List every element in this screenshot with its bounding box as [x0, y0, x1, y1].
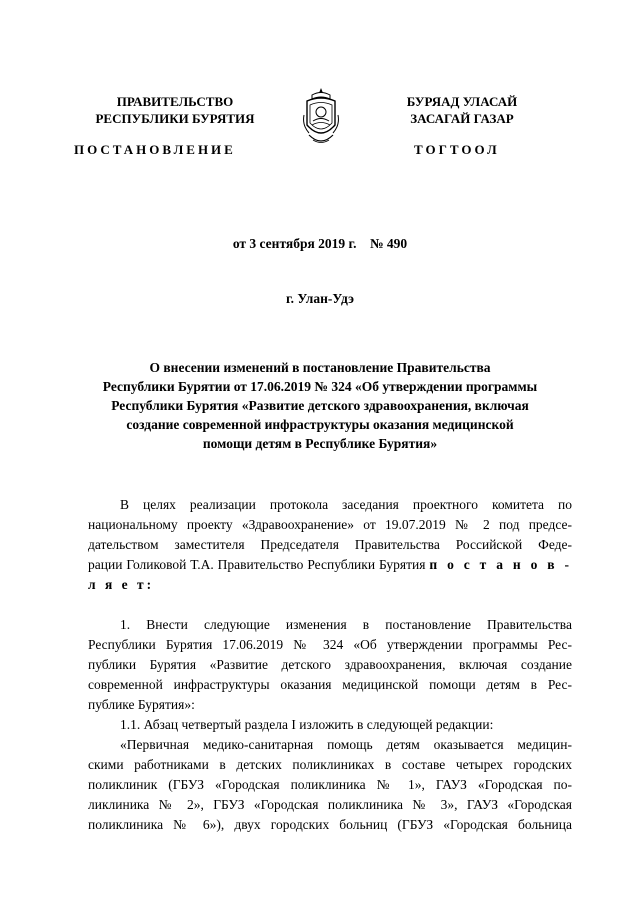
header-left-line2: РЕСПУБЛИКИ БУРЯТИЯ [95, 111, 255, 126]
item-line: Республики Бурятия 17.06.2019 № 324 «Об утверждении программы Рес- [88, 637, 572, 652]
decree-word-part2: л я е т: [88, 577, 155, 592]
quote-line: поликлиника № 6»), двух городских больниц (ГБУЗ «Городская больница [88, 817, 572, 832]
title-line: Республики Бурятия «Развитие детского здравоохранения, включая [111, 398, 529, 413]
header-right-line1: БУРЯАД УЛАСАЙ [406, 94, 518, 109]
preamble-line: В целях реализации протокола заседания проектного комитета по [120, 497, 572, 512]
title-line: О внесении изменений в постановление Правительства [149, 360, 491, 375]
header-right-line2: ЗАСАГАЙ ГАЗАР [410, 111, 514, 126]
coat-of-arms-icon [301, 85, 341, 149]
title-line: Республики Бурятии от 17.06.2019 № 324 «Об утверждении программы [102, 379, 538, 394]
doc-type-left: ПОСТАНОВЛЕНИЕ [74, 142, 236, 157]
city: г. Улан-Удэ [286, 291, 354, 306]
header-left-line1: ПРАВИТЕЛЬСТВО [116, 94, 234, 109]
doc-type-right: ТОГТООЛ [414, 142, 500, 157]
header-left [70, 93, 280, 127]
date-number: от 3 сентября 2019 г. № 490 [232, 236, 408, 251]
title-line: помощи детям в Республике Бурятия» [202, 436, 438, 451]
item-1 [88, 615, 572, 835]
preamble-line [88, 575, 572, 595]
preamble [88, 495, 572, 595]
preamble-line: национальному проекту «Здравоохранение» от 19.07.2019 № 2 под предсе- [88, 517, 572, 532]
preamble-line: дательством заместителя Председателя Правительства Российской Феде- [88, 537, 572, 552]
header-right [362, 93, 562, 127]
item-line: публики Бурятия «Развитие детского здравоохранения, включая создание [88, 657, 572, 672]
quote-line: «Первичная медико-санитарная помощь детям оказывается медицин- [120, 737, 572, 752]
item-line: современной инфраструктуры оказания медицинской помощи детям в Рес- [88, 677, 572, 692]
quote-line: скими работниками в детских поликлиниках в составе четырех городских [88, 757, 572, 772]
preamble-line [88, 555, 572, 575]
preamble-text: рации Голиковой Т.А. Правительство Республики Бурятия [88, 557, 430, 572]
quote-line: ликлиника № 2», ГБУЗ «Городская поликлиника № 3», ГАУЗ «Городская [88, 797, 572, 812]
item-1-1: 1.1. Абзац четвертый раздела I изложить в следующей редакции: [120, 717, 494, 732]
document-title [40, 358, 600, 453]
quote-line: поликлиник (ГБУЗ «Городская поликлиника № 1», ГАУЗ «Городская по- [88, 777, 572, 792]
title-line: создание современной инфраструктуры оказания медицинской [126, 417, 514, 432]
item-line: 1. Внести следующие изменения в постановление Правительства [120, 617, 572, 632]
item-line: публике Бурятия»: [88, 697, 195, 712]
decree-word-part1: п о с т а н о в - [429, 557, 572, 572]
